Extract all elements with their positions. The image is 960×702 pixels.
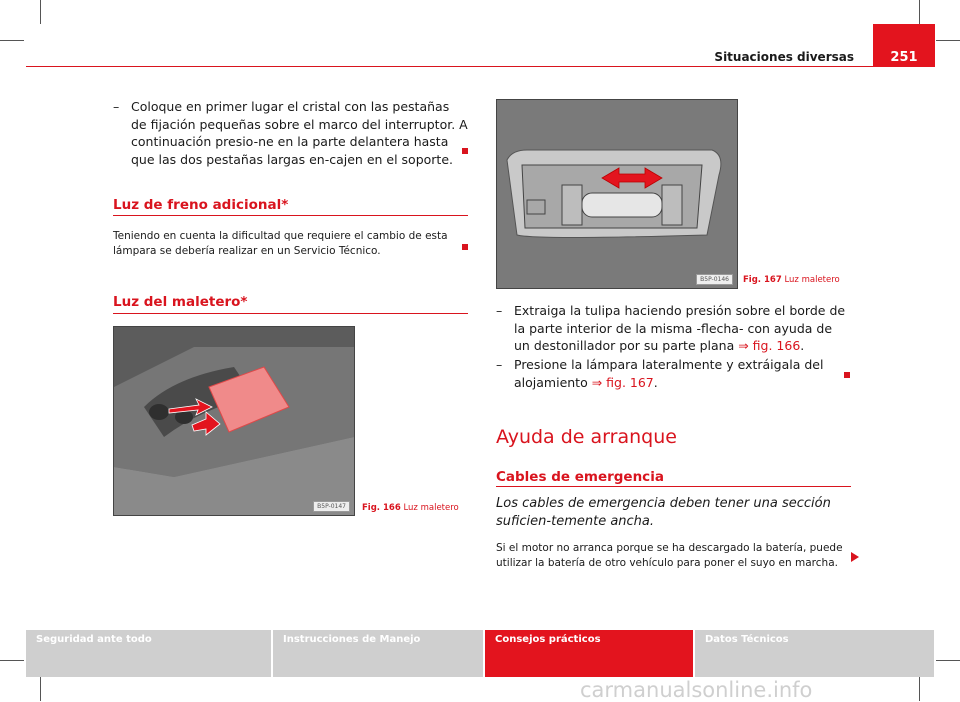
tab-datos[interactable]: Datos Técnicos: [705, 634, 789, 645]
figure-caption-text: Luz maletero: [403, 503, 459, 513]
instruction-bullet: [113, 98, 468, 168]
header-rule: [26, 66, 934, 67]
intro-text: Los cables de emergencia deben tener una sección suficien-temente ancha.: [496, 496, 831, 529]
bullet-dash: –: [113, 99, 120, 114]
footer-tab-bar: [26, 630, 934, 677]
section-header: Situaciones diversas: [714, 50, 854, 64]
end-marker: [462, 244, 468, 250]
section-rule: [113, 313, 468, 314]
end-marker: [844, 372, 850, 378]
section-title: Luz de freno adicional*: [113, 197, 289, 213]
end-marker: [462, 148, 468, 154]
instruction-text: Extraiga la tulipa haciendo presión sobre el borde de la parte interior de la misma -flecha- con ayuda de un destonillador por su parte plana ⇒ fig. 166.: [514, 303, 846, 353]
subsection-title: Cables de emergencia: [496, 469, 664, 485]
figure-code: B5P-0146: [696, 274, 733, 285]
figure-caption: [743, 275, 840, 285]
figure-image: [113, 326, 355, 516]
tab-seguridad[interactable]: Seguridad ante todo: [36, 634, 152, 645]
bullet-dash: –: [496, 357, 503, 372]
tab-instrucciones[interactable]: Instrucciones de Manejo: [283, 634, 421, 645]
figure-caption-text: Luz maletero: [784, 275, 840, 285]
instruction-bullet: [496, 356, 851, 391]
instruction-text-part: Presione la lámpara lateralmente y extráigala del alojamiento: [514, 357, 824, 390]
instruction-bullet: [496, 302, 851, 355]
figure-reference-link[interactable]: ⇒ fig. 166: [738, 338, 801, 353]
crop-mark: [936, 40, 960, 41]
bullet-dash: –: [496, 303, 503, 318]
tab-consejos[interactable]: Consejos prácticos: [485, 630, 693, 677]
watermark: carmanualsonline.info: [580, 678, 813, 702]
figure-number: Fig. 166: [362, 503, 401, 513]
crop-mark: [40, 677, 41, 701]
crop-mark: [40, 0, 41, 24]
figure-code: B5P-0147: [313, 501, 350, 512]
figure-image: [496, 99, 738, 289]
page-number: 251: [873, 24, 935, 67]
crop-mark: [0, 660, 24, 661]
section-body: Teniendo en cuenta la dificultad que requiere el cambio de esta lámpara se debería realizar en un Servicio Técnico.: [113, 230, 448, 257]
figure-caption: [362, 503, 459, 513]
section-title: Luz del maletero*: [113, 294, 248, 310]
section-rule: [496, 486, 851, 487]
instruction-text: Presione la lámpara lateralmente y extráigala del alojamiento ⇒ fig. 167.: [514, 357, 824, 390]
body-text: Si el motor no arranca porque se ha descargado la batería, puede utilizar la batería de otro vehículo para poner el suyo en marcha.: [496, 542, 843, 569]
trunk-light-illustration: [114, 327, 354, 515]
crop-mark: [919, 677, 920, 701]
instruction-text: Coloque en primer lugar el cristal con las pestañas de fijación pequeñas sobre el marco del interruptor. A continuación presio-ne en la parte delantera hasta que las dos pestañas largas en-cajen en el soporte.: [131, 99, 468, 167]
crop-mark: [0, 40, 24, 41]
lamp-housing-illustration: [497, 100, 737, 288]
continue-arrow-icon: [851, 552, 859, 562]
chapter-title: Ayuda de arranque: [496, 426, 677, 448]
section-rule: [113, 215, 468, 216]
figure-number: Fig. 167: [743, 275, 782, 285]
crop-mark: [919, 0, 920, 24]
figure-reference-link[interactable]: ⇒ fig. 167: [591, 374, 654, 390]
crop-mark: [936, 660, 960, 661]
instruction-text-part: Extraiga la tulipa haciendo presión sobre el borde de la parte interior de la misma -flecha- con ayuda de un destonillador por su parte plana: [514, 303, 846, 353]
